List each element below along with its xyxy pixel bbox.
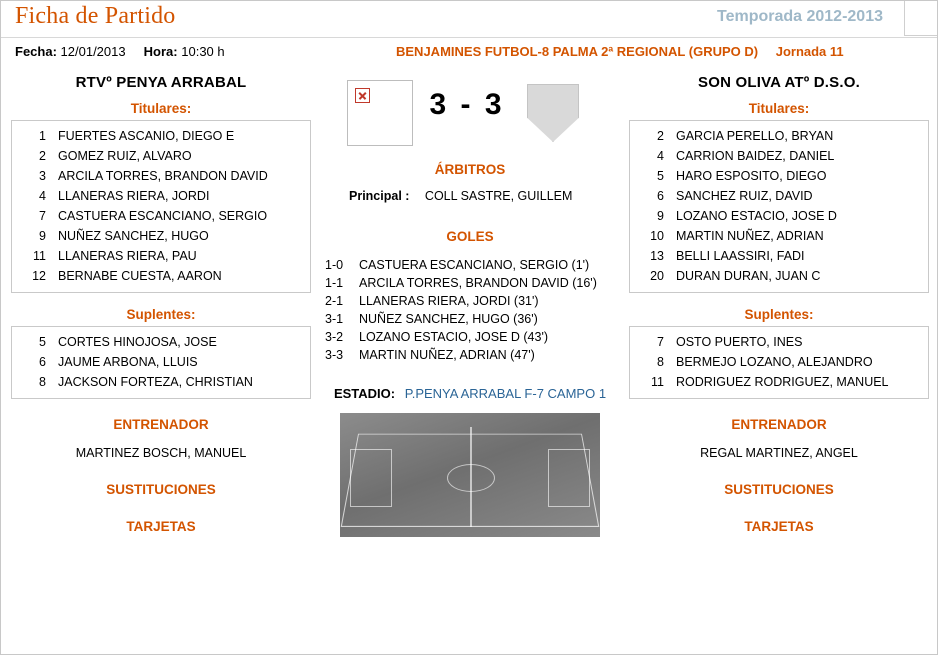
player-number: 7	[657, 335, 664, 349]
corner-tab	[904, 1, 937, 36]
player-number: 4	[39, 189, 46, 203]
table-row	[16, 372, 306, 392]
player-name: MARTIN NUÑEZ, ADRIAN	[676, 229, 824, 243]
table-row	[634, 352, 924, 372]
table-row	[634, 206, 924, 226]
home-team-column	[11, 74, 311, 534]
referee-row	[319, 189, 621, 203]
player-name: OSTO PUERTO, INES	[676, 335, 803, 349]
player-name: ARCILA TORRES, BRANDON DAVID	[58, 169, 268, 183]
table-row	[16, 146, 306, 166]
player-number: 9	[39, 229, 46, 243]
player-name: GOMEZ RUIZ, ALVARO	[58, 149, 192, 163]
player-number: 4	[657, 149, 664, 163]
referee-name: COLL SASTRE, GUILLEM	[424, 189, 573, 203]
season-label: Temporada 2012-2013	[716, 8, 883, 25]
away-team-name: SON OLIVA ATº D.S.O.	[698, 74, 860, 91]
player-number: 2	[657, 129, 664, 143]
pitch-right-box	[548, 449, 590, 507]
goal-score: 3-3	[325, 348, 344, 362]
goal-scorer: NUÑEZ SANCHEZ, HUGO (36')	[359, 312, 538, 326]
away-entrenador-label: ENTRENADOR	[731, 417, 827, 432]
player-number: 5	[657, 169, 664, 183]
away-sustituciones-label: SUSTITUCIONES	[724, 482, 834, 497]
player-name: LOZANO ESTACIO, JOSE D	[676, 209, 837, 223]
player-number: 5	[39, 335, 46, 349]
fecha-label: Fecha:	[15, 44, 57, 59]
player-name: NUÑEZ SANCHEZ, HUGO	[58, 229, 209, 243]
player-number: 10	[650, 229, 664, 243]
table-row	[634, 266, 924, 286]
player-number: 3	[39, 169, 46, 183]
match-info-row	[1, 44, 937, 68]
page-header	[1, 1, 937, 38]
table-row	[16, 186, 306, 206]
referee-label: Principal :	[349, 189, 410, 203]
player-name: LLANERAS RIERA, PAU	[58, 249, 197, 263]
player-number: 11	[33, 249, 46, 263]
table-row	[16, 206, 306, 226]
player-name: HARO ESPOSITO, DIEGO	[676, 169, 827, 183]
home-titulares-label: Titulares:	[130, 101, 192, 116]
list-item	[325, 256, 621, 274]
player-name: FUERTES ASCANIO, DIEGO E	[58, 129, 235, 143]
player-name: DURAN DURAN, JUAN C	[676, 269, 821, 283]
estadio-value: P.PENYA ARRABAL F-7 CAMPO 1	[404, 386, 607, 401]
player-number: 13	[650, 249, 664, 263]
home-titulares-box	[11, 120, 311, 293]
player-number: 12	[32, 269, 46, 283]
estadio-label: ESTADIO:	[333, 386, 396, 401]
away-titulares-label: Titulares:	[748, 101, 810, 116]
player-name: BERMEJO LOZANO, ALEJANDRO	[676, 355, 873, 369]
table-row	[16, 246, 306, 266]
home-crest	[347, 80, 413, 146]
goal-scorer: CASTUERA ESCANCIANO, SERGIO (1')	[359, 258, 590, 272]
player-name: LLANERAS RIERA, JORDI	[58, 189, 210, 203]
jornada-label: Jornada 11	[775, 44, 844, 59]
player-name: BELLI LAASSIRI, FADI	[676, 249, 805, 263]
player-number: 6	[39, 355, 46, 369]
away-team-column	[629, 74, 929, 534]
player-name: GARCIA PERELLO, BRYAN	[676, 129, 834, 143]
shield-icon	[527, 84, 579, 142]
player-name: BERNABE CUESTA, AARON	[58, 269, 222, 283]
date-time-block	[15, 44, 225, 59]
arbitros-title: ÁRBITROS	[434, 162, 506, 177]
list-item	[325, 310, 621, 328]
pitch-left-box	[350, 449, 392, 507]
home-tarjetas-label: TARJETAS	[126, 519, 196, 534]
table-row	[634, 246, 924, 266]
center-panel	[319, 74, 621, 537]
player-name: CASTUERA ESCANCIANO, SERGIO	[58, 209, 268, 223]
table-row	[634, 186, 924, 206]
home-suplentes-label: Suplentes:	[126, 307, 196, 322]
score-row	[319, 80, 621, 152]
player-number: 1	[39, 129, 46, 143]
away-suplentes-box	[629, 326, 929, 399]
player-name: CORTES HINOJOSA, JOSE	[58, 335, 217, 349]
away-suplentes-label: Suplentes:	[744, 307, 814, 322]
player-name: JAUME ARBONA, LLUIS	[58, 355, 198, 369]
broken-image-icon	[355, 88, 370, 103]
goal-scorer: LOZANO ESTACIO, JOSE D (43')	[359, 330, 548, 344]
fecha-value: 12/01/2013	[60, 44, 126, 59]
home-suplentes-box	[11, 326, 311, 399]
home-entrenador-name: MARTINEZ BOSCH, MANUEL	[75, 446, 247, 460]
table-row	[634, 146, 924, 166]
player-name: SANCHEZ RUIZ, DAVID	[676, 189, 813, 203]
list-item	[325, 292, 621, 310]
table-row	[634, 226, 924, 246]
table-row	[634, 332, 924, 352]
away-titulares-box	[629, 120, 929, 293]
player-number: 2	[39, 149, 46, 163]
goal-score: 1-0	[325, 258, 344, 272]
table-row	[16, 352, 306, 372]
pitch-image	[340, 413, 600, 537]
goal-scorer: ARCILA TORRES, BRANDON DAVID (16')	[359, 276, 597, 290]
goal-score: 2-1	[325, 294, 344, 308]
away-entrenador-name: REGAL MARTINEZ, ANGEL	[700, 446, 858, 460]
away-crest	[527, 84, 579, 144]
competition-name: BENJAMINES FUTBOL-8 PALMA 2ª REGIONAL (GRUPO D)	[396, 44, 759, 59]
table-row	[634, 126, 924, 146]
player-number: 9	[657, 209, 664, 223]
player-number: 11	[651, 375, 664, 389]
player-number: 6	[657, 189, 664, 203]
goal-scorer: LLANERAS RIERA, JORDI (31')	[359, 294, 539, 308]
player-name: RODRIGUEZ RODRIGUEZ, MANUEL	[676, 375, 889, 389]
table-row	[16, 332, 306, 352]
home-sustituciones-label: SUSTITUCIONES	[106, 482, 216, 497]
home-entrenador-label: ENTRENADOR	[113, 417, 209, 432]
player-number: 7	[39, 209, 46, 223]
estadio-row	[319, 386, 621, 401]
away-tarjetas-label: TARJETAS	[744, 519, 814, 534]
goles-title: GOLES	[446, 229, 494, 244]
goal-list	[319, 256, 621, 364]
table-row	[16, 166, 306, 186]
table-row	[16, 126, 306, 146]
hora-label: Hora:	[143, 44, 178, 59]
player-name: CARRION BAIDEZ, DANIEL	[676, 149, 835, 163]
home-team-name: RTVº PENYA ARRABAL	[75, 74, 247, 91]
table-row	[634, 166, 924, 186]
player-name: JACKSON FORTEZA, CHRISTIAN	[58, 375, 253, 389]
page-title: Ficha de Partido	[15, 3, 176, 29]
table-row	[634, 372, 924, 392]
goal-score: 3-2	[325, 330, 344, 344]
list-item	[325, 346, 621, 364]
goal-score: 3-1	[325, 312, 344, 326]
goal-scorer: MARTIN NUÑEZ, ADRIAN (47')	[359, 348, 535, 362]
list-item	[325, 274, 621, 292]
competition-line	[396, 44, 844, 59]
player-number: 8	[657, 355, 664, 369]
pitch-photo	[340, 413, 600, 537]
table-row	[16, 226, 306, 246]
list-item	[325, 328, 621, 346]
score-value: 3 - 3	[429, 88, 505, 121]
player-number: 20	[650, 269, 664, 283]
hora-value: 10:30 h	[181, 44, 225, 59]
table-row	[16, 266, 306, 286]
goal-score: 1-1	[325, 276, 344, 290]
player-number: 8	[39, 375, 46, 389]
